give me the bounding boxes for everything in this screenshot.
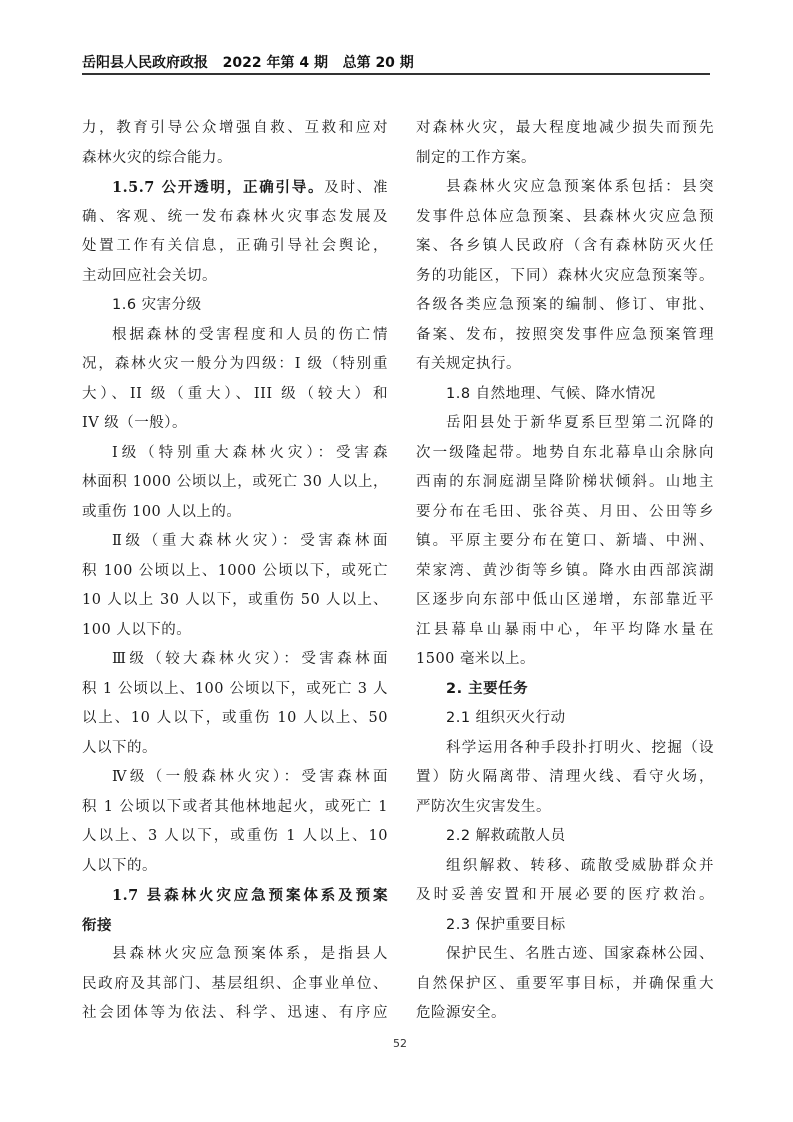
text-line xyxy=(82,114,388,144)
text-line xyxy=(82,203,388,233)
text-line xyxy=(416,350,714,380)
line-text: 积 100 公顷以上、1000 公顷以下，或死亡 xyxy=(82,562,388,579)
line-text: 科学运用各种手段扑打明火、挖掘（设 xyxy=(446,739,714,756)
text-line xyxy=(82,704,388,734)
line-text: 次一级隆起带。地势自东北幕阜山余脉向 xyxy=(416,444,714,461)
line-text: 100 人以下的。 xyxy=(82,621,192,638)
line-text: 制定的工作方案。 xyxy=(416,149,536,166)
text-line xyxy=(82,999,388,1029)
line-text: 主动回应社会关切。 xyxy=(82,267,217,284)
line-text: 严防次生灾害发生。 xyxy=(416,798,551,815)
line-text: 处置工作有关信息，正确引导社会舆论， xyxy=(82,238,388,254)
line-text: 2.1 组织灭火行动 xyxy=(446,710,566,726)
text-line xyxy=(416,616,714,646)
text-line xyxy=(416,557,714,587)
line-text: 区逐步向东部中低山区递增，东部靠近平 xyxy=(416,592,714,608)
text-line xyxy=(416,203,714,233)
line-text: 各级各类应急预案的编制、修订、审批、 xyxy=(416,297,714,313)
text-line xyxy=(82,822,388,852)
right-column xyxy=(416,114,714,1029)
line-text: 及时、准 xyxy=(324,180,388,196)
text-line xyxy=(416,144,714,174)
line-text: 岳阳县处于新华夏系巨型第二沉降的 xyxy=(446,415,714,431)
line-text: 备案、发布，按照突发事件应急预案管理 xyxy=(416,326,714,343)
line-text: 西南的东洞庭湖呈降阶梯状倾斜。山地主 xyxy=(416,474,714,490)
running-header: 岳阳县人民政府政报 2022 年第 4 期 总第 20 期 xyxy=(82,55,710,75)
text-line xyxy=(416,675,714,705)
line-text: 组织解救、转移、疏散受威胁群众并 xyxy=(446,857,714,874)
line-text: 以上、10 人以下，或重伤 10 人以上、50 xyxy=(82,710,388,726)
line-text: Ⅳ级（一般森林火灾）：受害森林面 xyxy=(112,769,388,785)
line-text: 况，森林火灾一般分为四级：I 级（特别重 xyxy=(82,356,388,372)
text-line xyxy=(416,793,714,823)
line-text: 人以上、3 人以下，或重伤 1 人以上、10 xyxy=(82,828,388,844)
line-text: 1500 毫米以上。 xyxy=(416,651,536,667)
text-line xyxy=(416,970,714,1000)
text-line xyxy=(416,940,714,970)
text-line xyxy=(82,763,388,793)
text-line xyxy=(82,970,388,1000)
text-line xyxy=(82,586,388,616)
text-line xyxy=(82,321,388,351)
line-text: 2.2 解救疏散人员 xyxy=(446,828,566,844)
text-line xyxy=(82,291,388,321)
line-text: 务的功能区，下同）森林火灾应急预案等。 xyxy=(416,267,714,284)
line-text: 发事件总体应急预案、县森林火灾应急预 xyxy=(416,208,714,225)
text-line xyxy=(416,114,714,144)
page-number: 52 xyxy=(393,1037,407,1050)
text-line xyxy=(416,409,714,439)
text-line xyxy=(416,911,714,941)
line-text: 保护民生、名胜古迹、国家森林公园、 xyxy=(446,946,714,962)
line-text: 森林火灾的综合能力。 xyxy=(82,149,232,166)
line-text: 自然保护区、重要军事目标，并确保重大 xyxy=(416,975,714,992)
text-line xyxy=(416,999,714,1029)
text-line xyxy=(416,763,714,793)
text-line xyxy=(416,586,714,616)
text-line xyxy=(82,173,388,203)
text-line xyxy=(82,911,388,941)
text-line xyxy=(82,498,388,528)
text-line xyxy=(416,704,714,734)
line-text: 案、各乡镇人民政府（含有森林防灭火任 xyxy=(416,238,714,254)
text-line xyxy=(416,173,714,203)
line-text: 2.3 保护重要目标 xyxy=(446,916,566,933)
line-text: 10 人以上 30 人以下，或重伤 50 人以上、 xyxy=(82,592,388,608)
text-line xyxy=(82,940,388,970)
text-line xyxy=(416,232,714,262)
line-text: Ⅰ级（特别重大森林火灾）：受害森 xyxy=(112,444,388,461)
line-text: 积 1 公顷以下或者其他林地起火，或死亡 1 xyxy=(82,798,388,815)
line-text: 1.6 灾害分级 xyxy=(112,297,202,313)
line-text: 1.7 县森林火灾应急预案体系及预案 xyxy=(112,887,388,904)
text-line xyxy=(82,527,388,557)
text-line xyxy=(82,144,388,174)
text-line xyxy=(82,350,388,380)
text-line xyxy=(82,881,388,911)
line-text: 荣家湾、黄沙街等乡镇。降水由西部滨湖 xyxy=(416,562,714,579)
text-line xyxy=(416,822,714,852)
line-text: 确、客观、统一发布森林火灾事态发展及 xyxy=(82,208,388,225)
text-line xyxy=(82,232,388,262)
line-text: 2. 主要任务 xyxy=(446,680,529,697)
text-line xyxy=(82,439,388,469)
line-text: 林面积 1000 公顷以上，或死亡 30 人以上， xyxy=(82,474,388,490)
line-text: 衔接 xyxy=(82,916,112,934)
text-line xyxy=(416,734,714,764)
text-line xyxy=(416,321,714,351)
line-text: 人以下的。 xyxy=(82,739,157,756)
line-text: 危险源安全。 xyxy=(416,1005,506,1021)
line-text: 民政府及其部门、基层组织、企事业单位、 xyxy=(82,975,388,992)
text-line xyxy=(416,645,714,675)
text-line xyxy=(82,734,388,764)
line-text: 有关规定执行。 xyxy=(416,356,521,372)
text-line xyxy=(82,793,388,823)
text-line xyxy=(416,262,714,292)
line-text: Ⅲ级（较大森林火灾）：受害森林面 xyxy=(112,651,388,667)
text-line xyxy=(82,616,388,646)
text-line xyxy=(416,291,714,321)
line-text: 置）防火隔离带、清理火线、看守火场， xyxy=(416,769,714,785)
line-text: 及时妥善安置和开展必要的医疗救治。 xyxy=(416,887,714,903)
text-line xyxy=(82,409,388,439)
line-text: 镇。平原主要分布在筻口、新墙、中洲、 xyxy=(416,533,714,549)
text-line xyxy=(82,645,388,675)
text-line xyxy=(416,881,714,911)
text-line xyxy=(416,468,714,498)
line-text: 大）、II 级（重大）、III 级（较大）和 xyxy=(82,385,388,402)
text-line xyxy=(416,439,714,469)
line-text: 根据森林的受害程度和人员的伤亡情 xyxy=(112,326,388,343)
text-line xyxy=(416,527,714,557)
line-text: 1.8 自然地理、气候、降水情况 xyxy=(446,385,656,402)
text-line xyxy=(82,675,388,705)
text-line xyxy=(82,852,388,882)
line-text: 要分布在毛田、张谷英、月田、公田等乡 xyxy=(416,503,714,520)
left-column xyxy=(82,114,388,1029)
line-text: 县森林火灾应急预案体系，是指县人 xyxy=(112,946,388,962)
line-text: 县森林火灾应急预案体系包括：县突 xyxy=(446,179,714,195)
line-text: Ⅱ级（重大森林火灾）：受害森林面 xyxy=(112,533,388,549)
text-line xyxy=(82,262,388,292)
line-text: 对森林火灾，最大程度地减少损失而预先 xyxy=(416,120,714,136)
line-text: 或重伤 100 人以上的。 xyxy=(82,503,242,520)
line-text: 人以下的。 xyxy=(82,857,157,874)
line-text: 力，教育引导公众增强自救、互救和应对 xyxy=(82,120,388,136)
line-text: 江县幕阜山暴雨中心，年平均降水量在 xyxy=(416,621,714,638)
line-text: 积 1 公顷以上、100 公顷以下，或死亡 3 人 xyxy=(82,680,388,697)
text-line xyxy=(416,380,714,410)
text-line xyxy=(416,498,714,528)
section-heading: 1.5.7 公开透明，正确引导。 xyxy=(112,179,325,196)
text-line xyxy=(82,468,388,498)
line-text: IV 级（一般）。 xyxy=(82,415,188,431)
text-line xyxy=(82,557,388,587)
text-line xyxy=(82,380,388,410)
text-line xyxy=(416,852,714,882)
line-text: 社会团体等为依法、科学、迅速、有序应 xyxy=(82,1005,388,1021)
